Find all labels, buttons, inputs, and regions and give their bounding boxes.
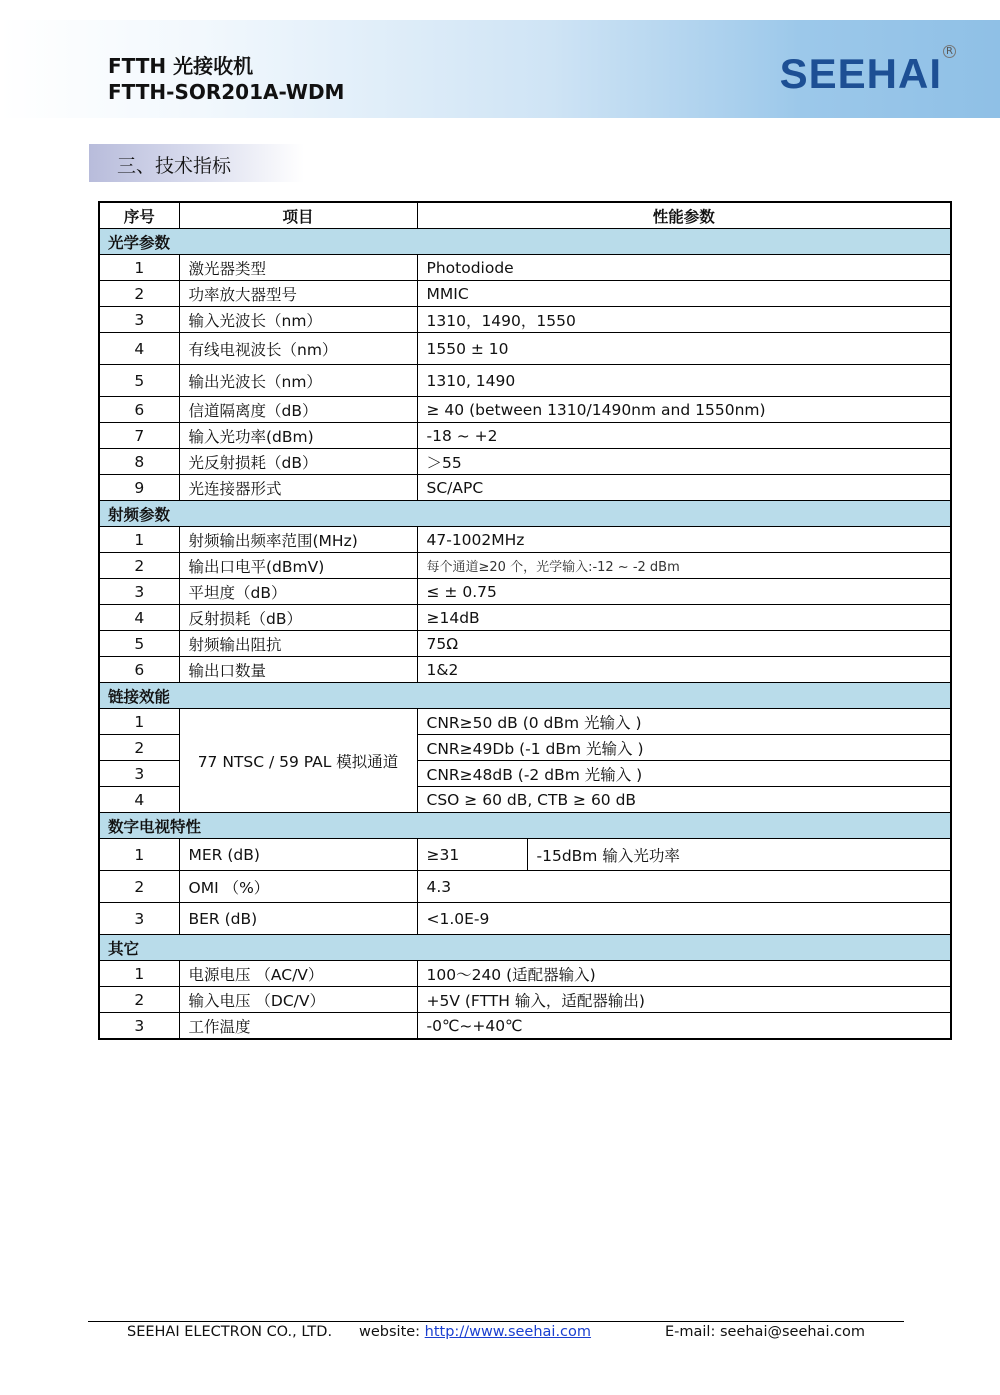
section-heading: [89, 144, 304, 182]
table-row: [99, 365, 951, 397]
row-item: 有线电视波长（nm）: [179, 333, 417, 365]
seehai-logo: SEEHAI: [779, 50, 942, 97]
footer-website: [359, 1324, 591, 1340]
row-item: 光反射损耗（dB）: [179, 449, 417, 475]
row-item: 输出口电平(dBmV): [179, 553, 417, 579]
row-value: <1.0E-9: [417, 903, 951, 935]
header-item: 项目: [179, 202, 417, 229]
row-index: 4: [99, 333, 179, 365]
row-index: 6: [99, 657, 179, 683]
page-header: [0, 20, 1000, 118]
table-row: [99, 657, 951, 683]
table-row: [99, 475, 951, 501]
row-value: 100～240 (适配器输入): [417, 961, 951, 987]
row-item: 电源电压 （AC/V）: [179, 961, 417, 987]
table-row: [99, 255, 951, 281]
website-label: website:: [359, 1324, 421, 1340]
row-index: 1: [99, 961, 179, 987]
category-row-other: 其它: [99, 935, 951, 961]
row-value: CNR≥50 dB (0 dBm 光输入 ): [417, 709, 951, 735]
row-item: 输入光波长（nm）: [179, 307, 417, 333]
category-row-link: 链接效能: [99, 683, 951, 709]
row-index: 2: [99, 281, 179, 307]
row-item: BER (dB): [179, 903, 417, 935]
row-index: 8: [99, 449, 179, 475]
table-row: [99, 423, 951, 449]
footer-company: SEEHAI ELECTRON CO., LTD.: [127, 1324, 333, 1340]
row-item: 输入电压 （DC/V）: [179, 987, 417, 1013]
row-value: ＞55: [417, 449, 951, 475]
row-index: 5: [99, 631, 179, 657]
row-value: -18 ~ +2: [417, 423, 951, 449]
row-value: ≥31: [417, 839, 527, 871]
row-index: 7: [99, 423, 179, 449]
table-row: [99, 397, 951, 423]
table-row: [99, 527, 951, 553]
registered-mark-icon: R: [943, 45, 956, 58]
row-value: ≥14dB: [417, 605, 951, 631]
row-value: 1310，1490，1550: [417, 307, 951, 333]
row-item: 功率放大器型号: [179, 281, 417, 307]
row-value: -0℃~+40℃: [417, 1013, 951, 1040]
row-item: 射频输出频率范围(MHz): [179, 527, 417, 553]
row-index: 4: [99, 605, 179, 631]
row-item-merged: 77 NTSC / 59 PAL 模拟通道: [179, 709, 417, 813]
row-value: CNR≥48dB (-2 dBm 光输入 ): [417, 761, 951, 787]
product-title: FTTH 光接收机: [108, 54, 254, 78]
header-index: 序号: [99, 202, 179, 229]
spec-table: [98, 201, 952, 1040]
row-index: 3: [99, 1013, 179, 1040]
row-value: 每个通道≥20 个，光学输入:-12 ~ -2 dBm: [417, 553, 951, 579]
row-item: 信道隔离度（dB）: [179, 397, 417, 423]
table-row: [99, 987, 951, 1013]
row-value: CSO ≥ 60 dB, CTB ≥ 60 dB: [417, 787, 951, 813]
row-item: 工作温度: [179, 1013, 417, 1040]
table-row: [99, 605, 951, 631]
row-item: 输入光功率(dBm): [179, 423, 417, 449]
email-label: E-mail:: [665, 1324, 716, 1340]
table-row: [99, 903, 951, 935]
section-title: 三、技术指标: [117, 155, 232, 177]
table-row: [99, 1013, 951, 1040]
row-item: 激光器类型: [179, 255, 417, 281]
row-value: ≥ 40 (between 1310/1490nm and 1550nm): [417, 397, 951, 423]
row-value: 1&2: [417, 657, 951, 683]
table-row: [99, 709, 951, 735]
row-index: 4: [99, 787, 179, 813]
email-address: seehai@seehai.com: [719, 1324, 866, 1340]
row-value: 1550 ± 10: [417, 333, 951, 365]
row-item: 反射损耗（dB）: [179, 605, 417, 631]
row-item: 射频输出阻抗: [179, 631, 417, 657]
row-index: 3: [99, 307, 179, 333]
category-row-optical: 光学参数: [99, 229, 951, 255]
row-index: 1: [99, 709, 179, 735]
row-index: 3: [99, 579, 179, 605]
category-row-digital: 数字电视特性: [99, 813, 951, 839]
table-row: [99, 281, 951, 307]
table-row: [99, 307, 951, 333]
product-model: FTTH-SOR201A-WDM: [108, 80, 345, 104]
row-index: 1: [99, 839, 179, 871]
row-index: 2: [99, 735, 179, 761]
footer-email: [665, 1324, 865, 1340]
row-item: 输出光波长（nm）: [179, 365, 417, 397]
table-row: [99, 333, 951, 365]
row-value: 4.3: [417, 871, 951, 903]
table-row: [99, 553, 951, 579]
row-note: -15dBm 输入光功率: [527, 839, 951, 871]
row-index: 1: [99, 255, 179, 281]
row-item: OMI （%）: [179, 871, 417, 903]
table-row: [99, 871, 951, 903]
row-index: 1: [99, 527, 179, 553]
row-item: 输出口数量: [179, 657, 417, 683]
row-value: +5V (FTTH 输入，适配器输出): [417, 987, 951, 1013]
table-row: [99, 631, 951, 657]
row-value: 1310, 1490: [417, 365, 951, 397]
row-value: Photodiode: [417, 255, 951, 281]
row-index: 9: [99, 475, 179, 501]
row-value: MMIC: [417, 281, 951, 307]
row-index: 6: [99, 397, 179, 423]
row-value: 75Ω: [417, 631, 951, 657]
row-index: 2: [99, 987, 179, 1013]
table-row: [99, 839, 951, 871]
row-index: 3: [99, 761, 179, 787]
row-index: 2: [99, 553, 179, 579]
row-item: MER (dB): [179, 839, 417, 871]
row-value: CNR≥49Db (-1 dBm 光输入 ): [417, 735, 951, 761]
row-value: 47-1002MHz: [417, 527, 951, 553]
row-index: 3: [99, 903, 179, 935]
website-link[interactable]: http://www.seehai.com: [424, 1324, 592, 1340]
row-value: ≤ ± 0.75: [417, 579, 951, 605]
row-item: 平坦度（dB）: [179, 579, 417, 605]
table-row: [99, 449, 951, 475]
row-value: SC/APC: [417, 475, 951, 501]
footer-divider: [88, 1321, 904, 1322]
table-row: [99, 961, 951, 987]
row-item: 光连接器形式: [179, 475, 417, 501]
table-header-row: [99, 202, 951, 229]
table-row: [99, 579, 951, 605]
row-index: 2: [99, 871, 179, 903]
row-index: 5: [99, 365, 179, 397]
header-value: 性能参数: [417, 202, 951, 229]
category-row-rf: 射频参数: [99, 501, 951, 527]
